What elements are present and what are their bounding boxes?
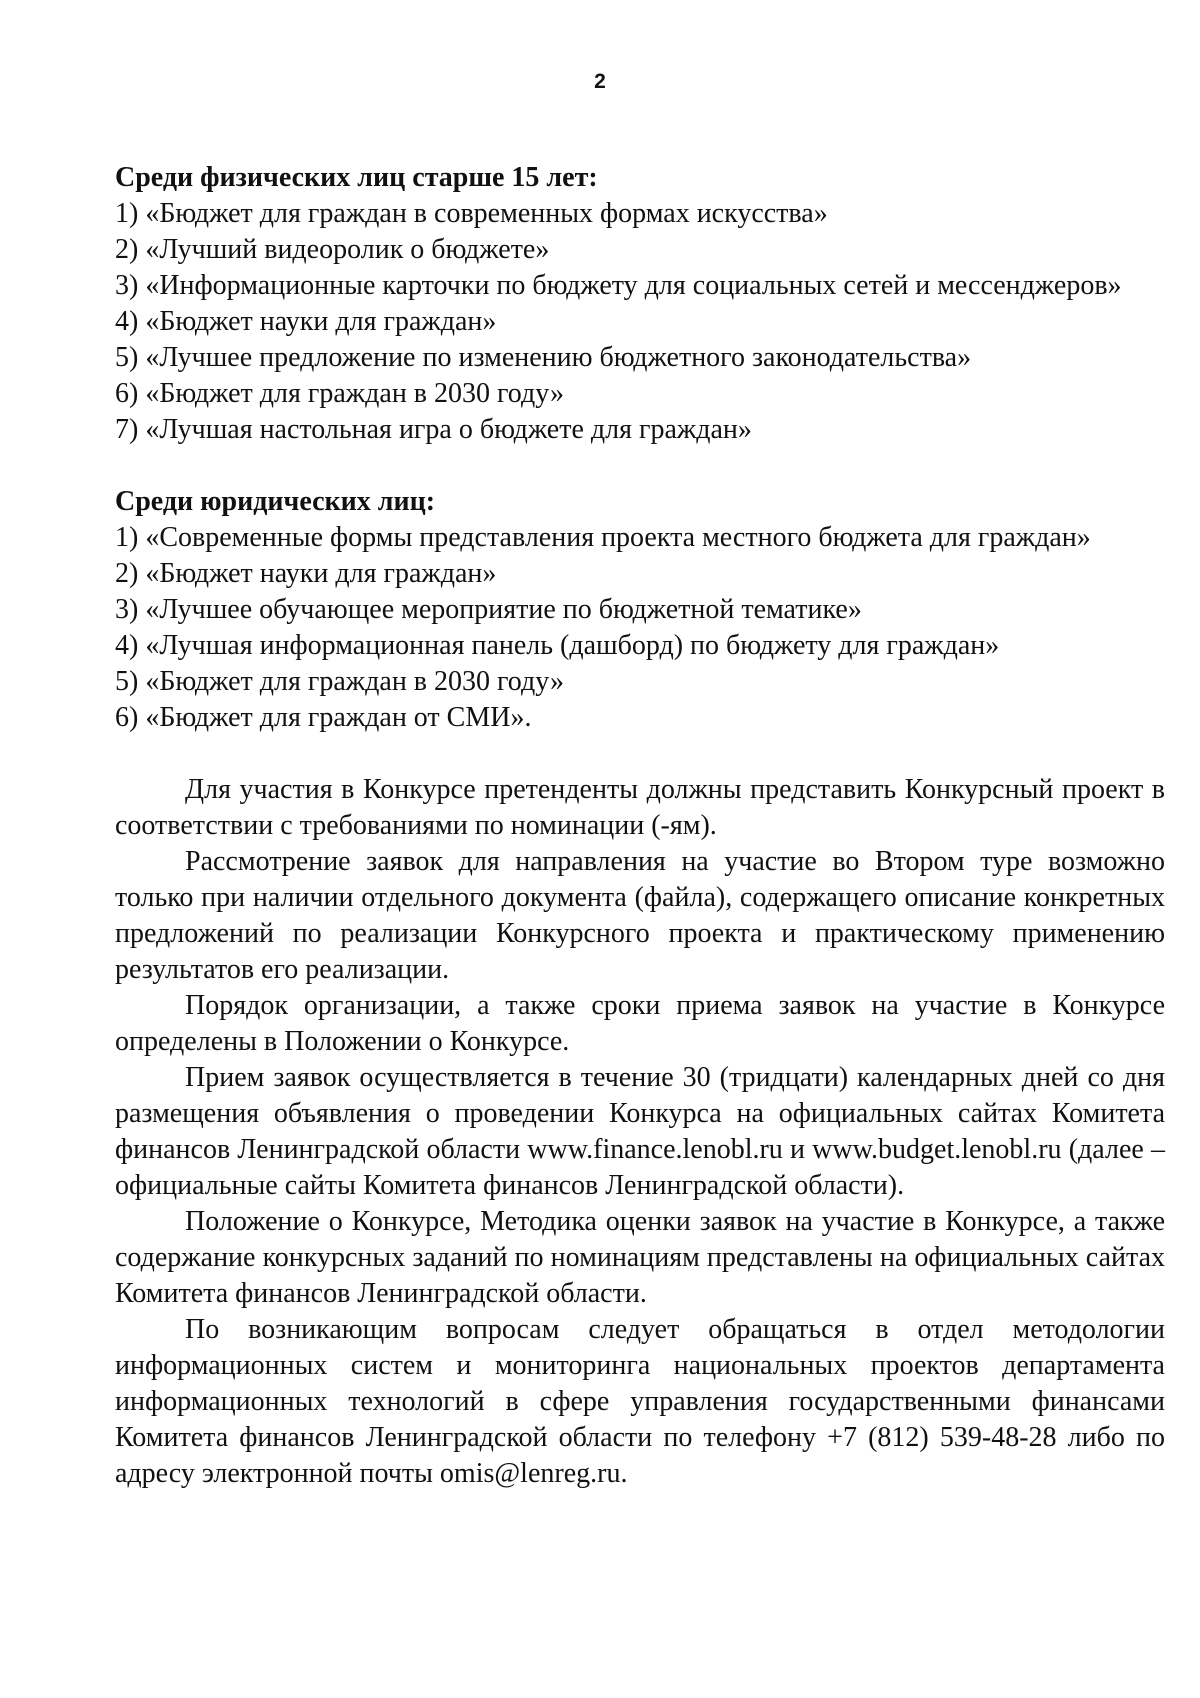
paragraph: Положение о Конкурсе, Методика оценки заявок на участие в Конкурсе, а также содержание конкурсных заданий по номинациям представлены на официальных сайтах Комитета финансов Ленинградской области.	[115, 1206, 1165, 1309]
list-item: 4) «Бюджет науки для граждан»	[115, 306, 497, 337]
section-individuals	[115, 160, 1165, 448]
list-item: 2) «Лучший видеоролик о бюджете»	[115, 234, 550, 265]
section-heading: Среди физических лиц старше 15 лет:	[115, 162, 598, 193]
list-item: 5) «Бюджет для граждан в 2030 году»	[115, 666, 564, 697]
section-heading: Среди юридических лиц:	[115, 486, 436, 517]
list-item: 5) «Лучшее предложение по изменению бюджетного законодательства»	[115, 342, 972, 373]
paragraph: Порядок организации, а также сроки приема заявок на участие в Конкурсе определены в Положении о Конкурсе.	[115, 990, 1165, 1057]
list-item: 1) «Современные формы представления проекта местного бюджета для граждан»	[115, 522, 1091, 553]
list-item: 4) «Лучшая информационная панель (дашборд) по бюджету для граждан»	[115, 630, 1000, 661]
list-item: 3) «Лучшее обучающее мероприятие по бюджетной тематике»	[115, 594, 862, 625]
document-body	[115, 160, 1165, 1492]
paragraph: Для участия в Конкурсе претенденты должны представить Конкурсный проект в соответствии с требованиями по номинации (-ям).	[115, 774, 1165, 841]
list-item: 6) «Бюджет для граждан от СМИ».	[115, 702, 532, 733]
nomination-list	[115, 520, 1165, 736]
paragraph: Рассмотрение заявок для направления на участие во Втором туре возможно только при наличии отдельного документа (файла), содержащего описание конкретных предложений по реализации Конкурсного проекта и практическому применению результатов его реализации.	[115, 846, 1165, 985]
list-item: 6) «Бюджет для граждан в 2030 году»	[115, 378, 564, 409]
list-item: 7) «Лучшая настольная игра о бюджете для граждан»	[115, 414, 752, 445]
paragraph: Прием заявок осуществляется в течение 30 (тридцати) календарных дней со дня размещения объявления о проведении Конкурса на официальных сайтах Комитета финансов Ленинградской области www.finance.lenobl.ru и www.budget.lenobl.ru (далее – официальные сайты Комитета финансов Ленинградской области).	[115, 1062, 1165, 1201]
list-item: 1) «Бюджет для граждан в современных формах искусства»	[115, 198, 828, 229]
paragraph: По возникающим вопросам следует обращаться в отдел методологии информационных систем и мониторинга национальных проектов департамента информационных технологий в сфере управления государственными финансами Комитета финансов Ленинградской области по телефону +7 (812) 539-48-28 либо по адресу электронной почты omis@lenreg.ru.	[115, 1314, 1165, 1489]
list-item: 2) «Бюджет науки для граждан»	[115, 558, 497, 589]
page-number: 2	[594, 70, 606, 93]
nomination-list	[115, 196, 1165, 448]
section-legal-entities	[115, 484, 1165, 736]
body-paragraphs	[115, 772, 1165, 1492]
list-item: 3) «Информационные карточки по бюджету для социальных сетей и мессенджеров»	[115, 270, 1122, 301]
